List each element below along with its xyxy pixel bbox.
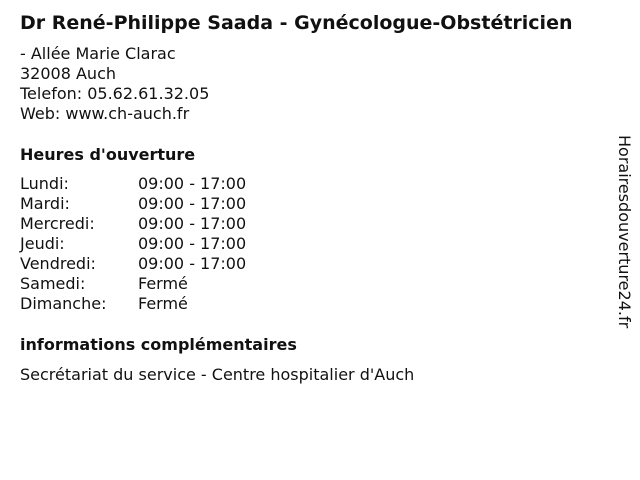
day-label: Mercredi:	[20, 214, 95, 233]
address-street: - Allée Marie Clarac	[20, 44, 176, 63]
address-city: 32008 Auch	[20, 64, 117, 83]
day-label: Mardi:	[20, 194, 70, 213]
web-link[interactable]: www.ch-auch.fr	[65, 104, 190, 123]
hours-row-sunday	[20, 294, 246, 314]
hours-row-friday	[20, 254, 246, 274]
additional-info-heading: informations complémentaires	[20, 335, 297, 354]
phone-label: Telefon:	[20, 84, 83, 103]
time-value: 09:00 - 17:00	[138, 254, 247, 273]
phone-number[interactable]: 05.62.61.32.05	[87, 84, 210, 103]
brand-watermark: Horairesdouverture24.fr	[615, 135, 634, 329]
day-label: Vendredi:	[20, 254, 96, 273]
hours-row-tuesday	[20, 194, 246, 214]
hours-row-monday	[20, 174, 246, 194]
web-label: Web:	[20, 104, 61, 123]
time-value: Fermé	[138, 294, 188, 313]
day-label: Lundi:	[20, 174, 69, 193]
hours-row-thursday	[20, 234, 246, 254]
time-value: 09:00 - 17:00	[138, 174, 247, 193]
additional-info-text: Secrétariat du service - Centre hospitalier d'Auch	[20, 365, 415, 384]
time-value: Fermé	[138, 274, 188, 293]
phone-line	[20, 84, 209, 104]
opening-hours-table	[20, 174, 246, 314]
day-label: Dimanche:	[20, 294, 107, 313]
opening-hours-heading: Heures d'ouverture	[20, 145, 196, 164]
page-title: Dr René-Philippe Saada - Gynécologue-Obstétricien	[20, 12, 573, 34]
web-line	[20, 104, 209, 124]
hours-row-saturday	[20, 274, 246, 294]
hours-row-wednesday	[20, 214, 246, 234]
day-label: Jeudi:	[20, 234, 65, 253]
time-value: 09:00 - 17:00	[138, 214, 247, 233]
day-label: Samedi:	[20, 274, 86, 293]
time-value: 09:00 - 17:00	[138, 194, 247, 213]
address-block	[20, 44, 209, 124]
time-value: 09:00 - 17:00	[138, 234, 247, 253]
